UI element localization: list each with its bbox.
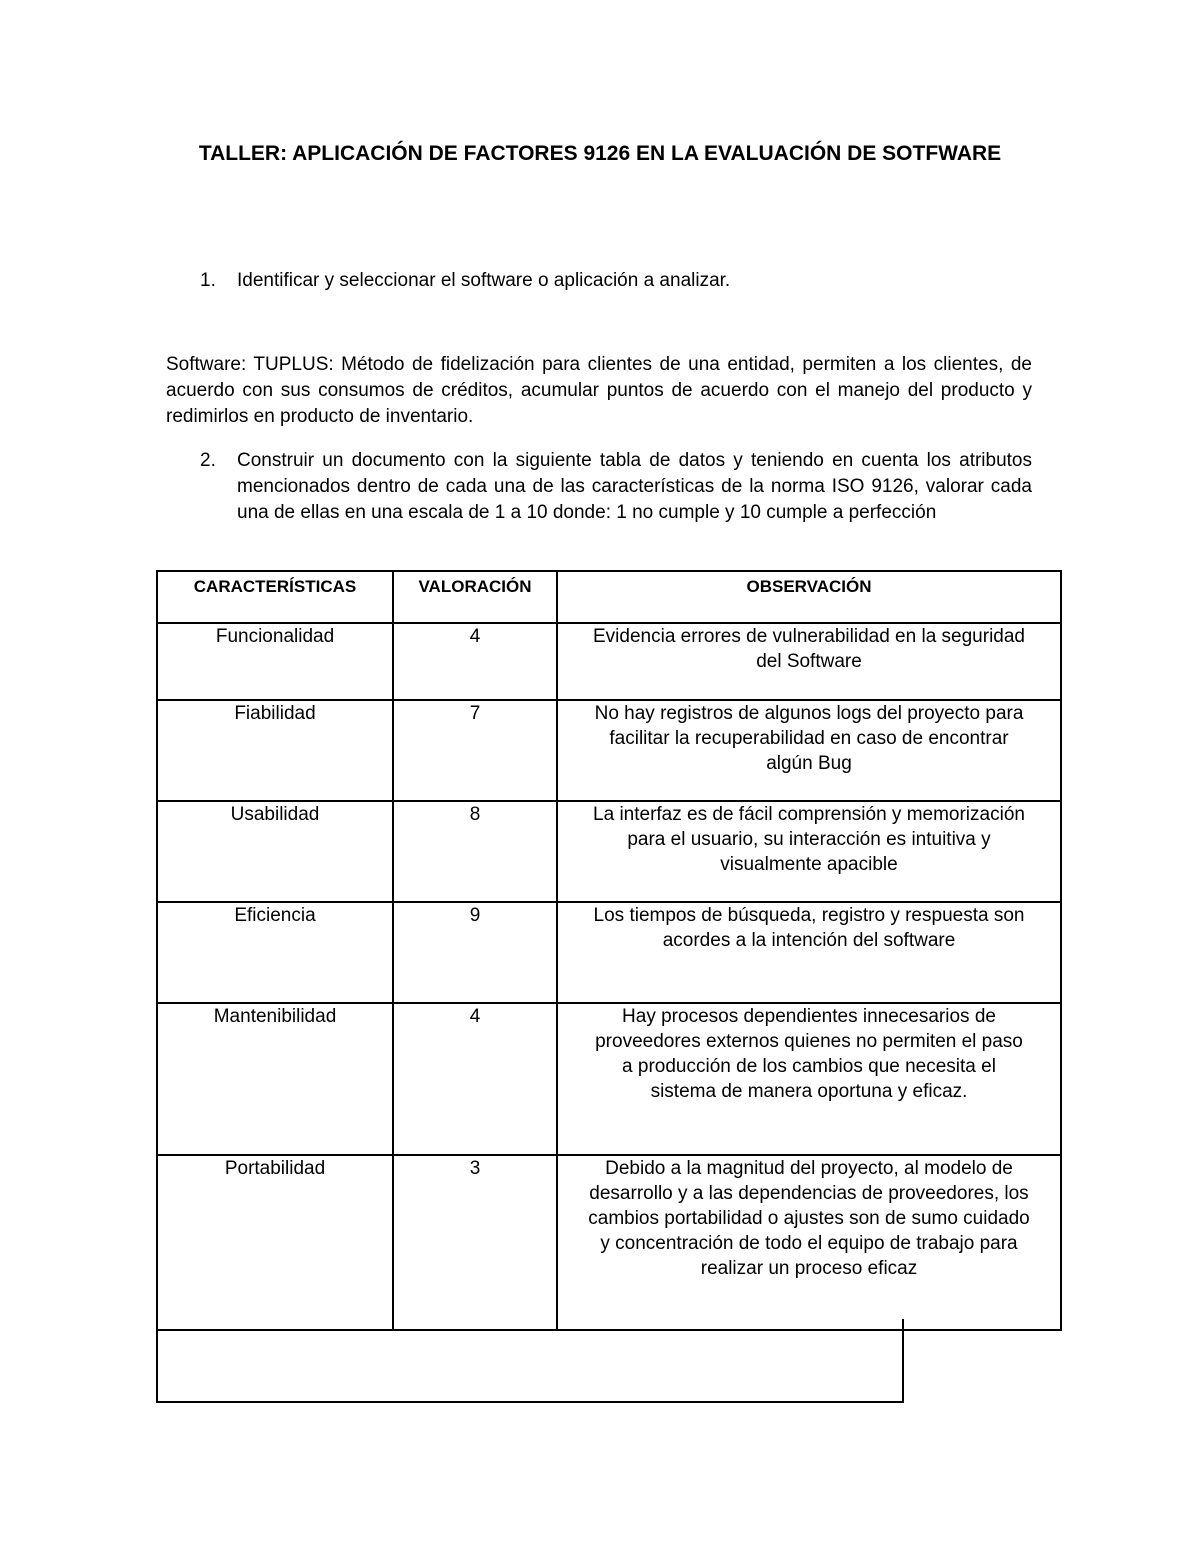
caracteristica-cell: Funcionalidad: [157, 623, 393, 700]
software-paragraph: Software: TUPLUS: Método de fidelización para clientes de una entidad, permiten a los clientes, de acuerdo con sus consumos de créditos, acumular puntos de acuerdo con el manejo del producto y redimirlos en producto de inventario.: [166, 354, 1032, 427]
list-number: 1.: [200, 270, 216, 291]
observacion-cell: Hay procesos dependientes innecesarios de proveedores externos quienes no permiten el paso a producción de los cambios que necesita el sistema de manera oportuna y eficaz.: [557, 1003, 1061, 1155]
observacion-cell: No hay registros de algunos logs del proyecto para facilitar la recuperabilidad en caso de encontrar algún Bug: [557, 700, 1061, 801]
valoracion-cell: 4: [393, 623, 557, 700]
table-row: [157, 902, 1061, 1003]
caracteristica-cell: Mantenibilidad: [157, 1003, 393, 1155]
table-row: [157, 801, 1061, 902]
observacion-cell: Debido a la magnitud del proyecto, al modelo de desarrollo y a las dependencias de proveedores, los cambios portabilidad o ajustes son de sumo cuidado y concentración de todo el equipo de trabajo para realizar un proceso eficaz: [557, 1155, 1061, 1330]
table-header-row: [157, 571, 1061, 623]
list-text: Construir un documento con la siguiente tabla de datos y teniendo en cuenta los atributos mencionados dentro de cada una de las características de la norma ISO 9126, valorar cada una de ellas en una escala de 1 a 10 donde: 1 no cumple y 10 cumple a perfección: [237, 450, 1032, 523]
empty-table-row: [156, 1319, 904, 1403]
table-row: [157, 1155, 1061, 1330]
header-valoracion: VALORACIÓN: [393, 571, 557, 623]
caracteristica-cell: Usabilidad: [157, 801, 393, 902]
valoracion-cell: 9: [393, 902, 557, 1003]
header-caracteristicas: CARACTERÍSTICAS: [157, 571, 393, 623]
valoracion-cell: 4: [393, 1003, 557, 1155]
observacion-cell: La interfaz es de fácil comprensión y memorización para el usuario, su interacción es intuitiva y visualmente apacible: [557, 801, 1061, 902]
table-row: [157, 623, 1061, 700]
list-number: 2.: [200, 450, 216, 471]
valoracion-cell: 3: [393, 1155, 557, 1330]
page-title: TALLER: APLICACIÓN DE FACTORES 9126 EN LA EVALUACIÓN DE SOTFWARE: [198, 142, 1002, 165]
list-text: Identificar y seleccionar el software o aplicación a analizar.: [237, 270, 731, 291]
observacion-cell: Evidencia errores de vulnerabilidad en la seguridad del Software: [557, 623, 1061, 700]
table-row: [157, 700, 1061, 801]
valoracion-cell: 8: [393, 801, 557, 902]
header-observacion: OBSERVACIÓN: [557, 571, 1061, 623]
evaluation-table: [156, 570, 1062, 1331]
observacion-cell: Los tiempos de búsqueda, registro y respuesta son acordes a la intención del software: [557, 902, 1061, 1003]
caracteristica-cell: Fiabilidad: [157, 700, 393, 801]
caracteristica-cell: Eficiencia: [157, 902, 393, 1003]
table-row: [157, 1003, 1061, 1155]
caracteristica-cell: Portabilidad: [157, 1155, 393, 1330]
valoracion-cell: 7: [393, 700, 557, 801]
